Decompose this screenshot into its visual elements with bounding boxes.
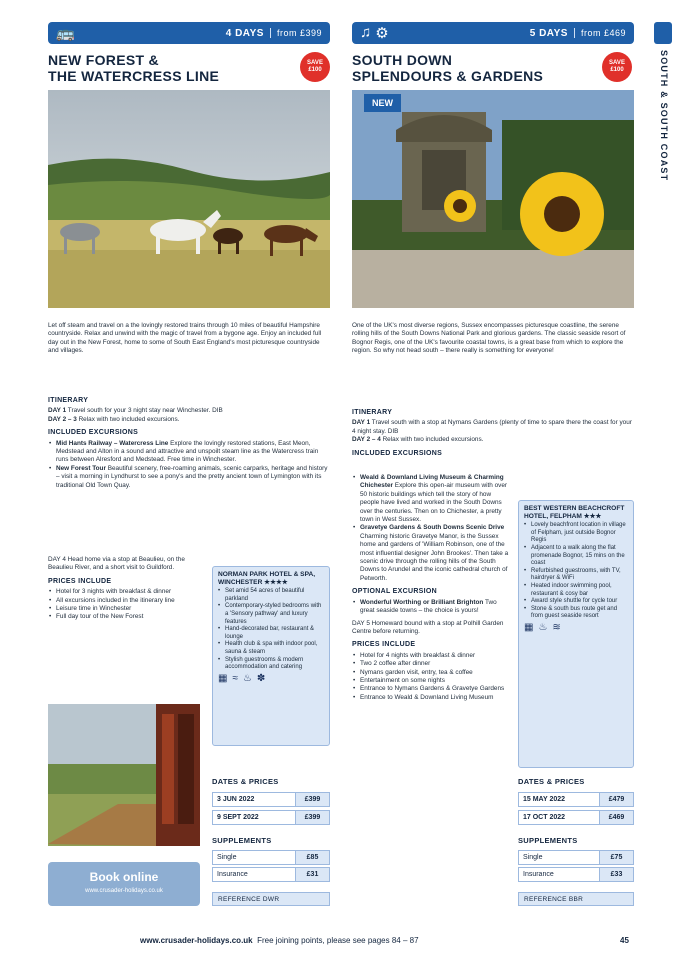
supplement-row: Insurance £33 xyxy=(518,867,634,882)
book-online-button[interactable]: Book online www.crusader-holidays.co.uk xyxy=(48,862,200,906)
section-label: SOUTH & SOUTH COAST xyxy=(659,50,669,182)
dates-prices-heading: DATES & PRICES xyxy=(212,777,279,786)
supplement-row: Insurance £31 xyxy=(212,867,330,882)
supplement-row: Single £75 xyxy=(518,850,634,865)
tour-reference: REFERENCE DWR xyxy=(212,892,330,906)
gear-icon: ⚙ xyxy=(375,25,389,42)
tour-title: SOUTH DOWN SPLENDOURS & GARDENS xyxy=(352,52,544,84)
tour-duration: 4 DAYS xyxy=(225,27,264,39)
section-tab xyxy=(654,22,672,44)
hotel-box: NORMAN PARK HOTEL & SPA, WINCHESTER ★★★★ • Set amid 54 acres of beautiful parkland • Contemporary-styled bedrooms with a 'Sensory pathway' and luxury features • Hand-decorated bar, restaurant & lounge • Health club & spa with indoor pool, sauna & steam • Stylish guestrooms & modern accommodation and catering ▦ ≈ ♨ ✽ xyxy=(212,566,330,746)
tour-intro: Let off steam and travel on a the lovingly restored trains through 10 miles of beautiful Hampshire countryside. Relax and unwind with the magic of travel from a bygone age. Enjoy an included full day out in the New Forest, home to some of South East England's most picturesque countryside and villages. xyxy=(48,322,322,355)
tour-header-bar xyxy=(352,22,634,44)
date-row: 9 SEPT 2022 £399 xyxy=(212,810,330,825)
lift-icon: ▦ xyxy=(524,621,534,633)
hotel-box: BEST WESTERN BEACHCROFT HOTEL, FELPHAM ★★★ • Lovely beachfront location in village of Felpham, just outside Bognor Regis • Adjacent to a walk along the flat promenade Bognor, 15 mins on the coast • Refurbished guestrooms, with TV, hairdryer & WiFi • Heated indoor swimming pool, restaurant & cosy bar • Award style shuttle for cycle tour • Stone & south bus route get and from guest seaside resort ▦ ♨ ≋ xyxy=(518,500,634,768)
tour-price-from: from £399 xyxy=(270,28,322,38)
restaurant-icon: ♨ xyxy=(242,672,252,684)
itinerary: ITINERARY DAY 1 Travel south with a stop at Nymans Gardens (plenty of time to spare there the coast for your 4 night stay. DIB DAY 2 – 4 Relax with two included excursions. INCLUDED EXCURSIONS xyxy=(352,409,632,457)
tour-title: NEW FOREST & THE WATERCRESS LINE xyxy=(48,52,220,84)
supplements-heading: SUPPLEMENTS xyxy=(212,836,272,845)
itinerary: ITINERARY DAY 1 Travel south for your 3 night stay near Winchester. DIB DAY 2 – 3 Relax with two included excursions. INCLUDED EXCURSIONS • Mid Hants Railway – Watercress Line Explore the lovingly restored stations, East Meon, Medstead and Alton in a sound and attractive and unspoilt steam line as the Watercress train runs between Alresford and Medstead. Free time in Winchester. • New Forest Tour Beautiful scenery, free-roaming animals, scenic carparks, heritage and history – visit a morning in Lyndhurst to see a pony's and the pretty ancient town of Lymington with its traditional Old Town Quay. xyxy=(48,392,330,490)
train-photo xyxy=(48,704,200,846)
new-badge: NEW xyxy=(364,94,401,112)
lift-icon: ▦ xyxy=(218,672,228,684)
supplements-heading: SUPPLEMENTS xyxy=(518,836,578,845)
restaurant-icon: ♨ xyxy=(538,621,548,633)
wifi-icon: ≋ xyxy=(552,621,561,633)
date-row: 17 OCT 2022 £469 xyxy=(518,810,634,825)
tour-price-from: from £469 xyxy=(574,28,626,38)
tour-duration: 5 DAYS xyxy=(529,27,568,39)
music-icon: ♫ xyxy=(360,24,372,41)
day-4: DAY 4 Head home via a stop at Beaulieu, on the Beaulieu River, and a short visit to Guildford. PRICES INCLUDE • Hotel for 3 nights with breakfast & dinner • All excursions included in the itinerary line • Leisure time in Winchester • Full day tour of the New Forest xyxy=(48,556,198,622)
offer-badge: SAVE £100 xyxy=(602,52,632,82)
sunflower-photo xyxy=(352,90,634,308)
date-row: 15 MAY 2022 £479 xyxy=(518,792,634,807)
dates-prices-heading: DATES & PRICES xyxy=(518,777,585,786)
pool-icon: ≈ xyxy=(232,672,238,684)
horses-photo xyxy=(48,90,330,308)
supplement-row: Single £85 xyxy=(212,850,330,865)
tour-reference: REFERENCE BBR xyxy=(518,892,634,906)
offer-badge: SAVE £100 xyxy=(300,52,330,82)
page-number: 45 xyxy=(620,936,629,945)
tour-intro: One of the UK's most diverse regions, Sussex encompasses picturesque coastline, the serene rolling hills of the South Downs National Park and glorious gardens. The classic seaside resort of Bognor Regis, one of the UK's favourite coastal towns, is a great base from which to explore the region. So why not head south – there really is something for everyone! xyxy=(352,322,626,355)
spa-icon: ✽ xyxy=(256,672,266,684)
included-excursions: • Weald & Downland Living Museum & Charming Chichester Explore this open-air museum with over 50 historic buildings which tell the story of how people have lived and worked in the South Downs over the centuries. Then on to Chichester, a pretty town in West Sussex. • Gravetye Gardens & South Downs Scenic Drive Charming historic Gravetye Manor, is the Sussex home and gardens of 'William Robinson, one of the most influential designer John Brookes'. Then take a scenic drive through the rolling hills of the South Downs to Arundel and the iconic cathedral church of Petworth. OPTIONAL EXCURSION • Wonderful Worthing or Brilliant Brighton Two great seaside towns – the choice is yours! DAY 5 Homeward bound with a stop at Polhill Garden Centre before returning. PRICES INCLUDE • Hotel for 4 nights with breakfast & dinner • Two 2 coffee after dinner • Nymans garden visit, entry, tea & coffee • Entertainment on some nights • Entrance to Nymans Gardens & Gravetye Gardens • Entrance to Weald & Downland Living Museum xyxy=(352,474,512,702)
footer-link[interactable]: www.crusader-holidays.co.uk xyxy=(140,936,253,945)
bus-icon: 🚌 xyxy=(56,25,75,42)
footer: www.crusader-holidays.co.uk Free joining points, please see pages 84 – 87 xyxy=(140,936,419,945)
tour-header-bar xyxy=(48,22,330,44)
date-row: 3 JUN 2022 £399 xyxy=(212,792,330,807)
